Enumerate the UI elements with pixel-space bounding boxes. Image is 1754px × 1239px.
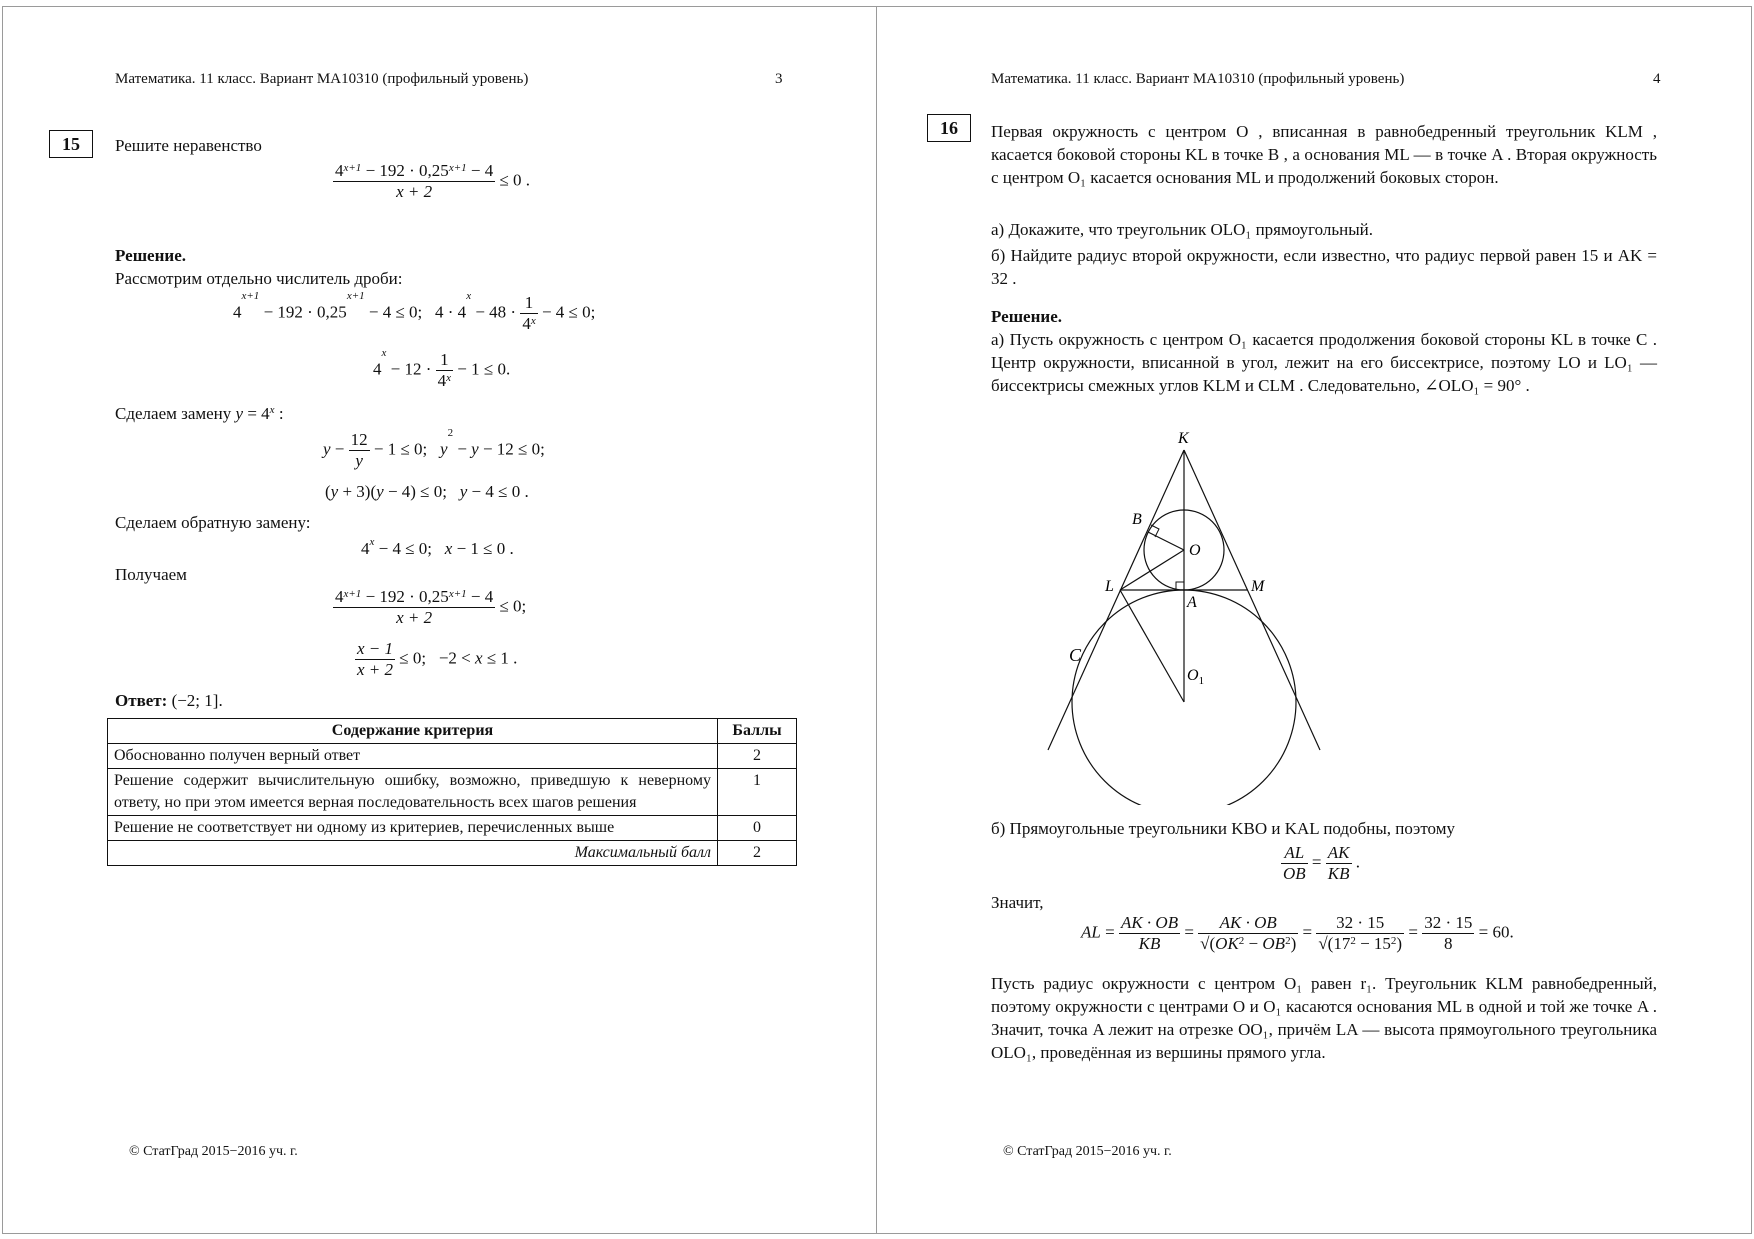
solution-step-1-math-c: $4^x - 12$ · $\frac{1}{4^x}$ − 1 ≤ 0. (373, 347, 511, 390)
problem-15-inequality: $\frac{4^{x+1} - 192 \cdot 0,25^{x+1} - 4}{x + 2}$ ≤ 0 . (335, 161, 531, 201)
page-left (2, 6, 878, 1234)
ratio-formula: $\frac{AL}{OB}$ = $\frac{AK}{KB}$ . (1283, 843, 1360, 883)
problem-number-16: 16 (927, 114, 971, 142)
segment-lo1 (1120, 590, 1184, 702)
criteria-text: Решение не соответствует ни одному из критериев, перечисленных выше (108, 816, 718, 841)
problem-16-statement: Первая окружность с центром O , вписанная в равнобедренный треугольник KLM , касается боковой стороны KL в точке B , а основания ML — в точке A . Вторая окружность с центром O₁ касается основания ML и продолжений боковых сторон. (991, 122, 1657, 187)
page-number-left: 3 (775, 71, 783, 87)
page-right (876, 6, 1752, 1234)
criteria-max-label: Максимальный балл (108, 841, 718, 866)
criteria-header-points: Баллы (718, 719, 797, 744)
criteria-text: Решение содержит вычислительную ошибку, возможно, приведшую к неверному ответу, но при этом имеется верная последовательность всех шагов решения (108, 769, 718, 816)
solution-step-2-math-a: y − $\frac{12}{y}$ − 1 ≤ 0; $y^2 - y - 12 \le 0$; (323, 427, 545, 470)
substitution-lead: Сделаем замену (115, 404, 232, 423)
footer-copyright-right: © СтатГрад 2015−2016 уч. г. (1003, 1144, 1172, 1159)
criteria-text: Обоснованно получен верный ответ (108, 744, 718, 769)
criteria-row (108, 769, 797, 816)
label-l: L (1105, 578, 1114, 595)
running-header-right: Математика. 11 класс. Вариант МА10310 (профильный уровень) (991, 71, 1405, 87)
label-k: K (1178, 430, 1189, 447)
label-o1-main: O (1187, 667, 1199, 684)
label-a: A (1187, 594, 1197, 611)
solution-step-1-text: Рассмотрим отдельно числитель дроби: (115, 269, 403, 288)
solution-step-4-text: Получаем (115, 565, 187, 584)
problem-number-15: 15 (49, 130, 93, 158)
criteria-max-points: 2 (718, 841, 797, 866)
solution-heading-16: Решение. (991, 307, 1062, 326)
solution-step-1-math-a: $4^{x+1} - 192 \cdot 0,25^{x+1} - 4 \le 0$; $4 \cdot 4^x - 48$ · $\frac{1}{4^x}$ − 4 ≤ 0; (233, 290, 596, 333)
answer-label: Ответ: (115, 691, 168, 710)
solution-step-2-text: Сделаем замену $y = 4^x$ : (115, 404, 284, 423)
line-km-extended (1184, 450, 1320, 750)
answer-value: (−2; 1]. (171, 691, 223, 710)
criteria-table-15 (107, 718, 797, 866)
solution-step-2-math-b: (y + 3)(y − 4) ≤ 0; y − 4 ≤ 0 . (325, 482, 529, 501)
label-o1-sub: 1 (1198, 675, 1205, 687)
answer-15 (115, 689, 223, 712)
solution-step-4-math-b: $\frac{x - 1}{x + 2}$ ≤ 0; −2 < x ≤ 1 . (357, 639, 518, 679)
running-header-left: Математика. 11 класс. Вариант МА10310 (профильный уровень) (115, 71, 529, 87)
al-formula: AL = $\frac{AK \cdot OB}{KB}$ = $\frac{AK \cdot OB}{√(OK^2 - OB^2)}$ = $\frac{32 \cdot 15}{√(17^2 - 15^2)}$ = $\frac{32 \cdot 15}{8}$ = 60. (1081, 913, 1514, 953)
criteria-points: 1 (718, 769, 797, 816)
solution-step-3-text: Сделаем обратную замену: (115, 513, 311, 532)
solution-step-4-math-a: $\frac{4^{x+1} - 192 \cdot 0,25^{x+1} - 4}{x + 2}$ ≤ 0; (335, 587, 527, 627)
right-angle-mark-a (1176, 582, 1184, 590)
therefore-label: Значит, (991, 893, 1044, 912)
criteria-row (108, 744, 797, 769)
criteria-max-row (108, 841, 797, 866)
solution-16-b-intro: б) Прямоугольные треугольники KBO и KAL подобны, поэтому (991, 819, 1455, 838)
problem-16-part-b: б) Найдите радиус второй окружности, если известно, что радиус первой равен 15 и AK = 32 . (991, 246, 1657, 288)
line-kl-extended (1048, 450, 1184, 750)
label-o: O (1189, 542, 1201, 559)
label-c: C (1069, 645, 1082, 665)
footer-copyright-left: © СтатГрад 2015−2016 уч. г. (129, 1144, 298, 1159)
label-b: B (1132, 511, 1142, 528)
problem-16-part-a: а) Докажите, что треугольник OLO₁ прямоугольный. (991, 220, 1374, 239)
criteria-row (108, 816, 797, 841)
solution-step-3-math: $4^x - 4 \le 0$; x − 1 ≤ 0 . (361, 536, 514, 558)
geometry-figure (1037, 425, 1357, 805)
criteria-header-content: Содержание критерия (108, 719, 718, 744)
solution-16-b-rest: Пусть радиус окружности с центром O₁ равен r₁. Треугольник KLM равнобедренный, поэтому окружности с центрами O и O₁ касаются основания ML в одной и той же точке A . Значит, точка A лежит на отрезке OO₁, причём LA — высота прямоугольного треугольника OLO₁, проведённая из вершины прямого угла. (991, 974, 1657, 1062)
label-o1 (1187, 667, 1204, 687)
solution-16-a: а) Пусть окружность с центром O₁ касается продолжения боковой стороны KL в точке C . Центр окружности, вписанной в угол, лежит на его биссектрисе, поэтому LO и LO₁ — биссектрисы смежных углов KLM и CLM . Следовательно, ∠OLO₁ = 90° . (991, 330, 1658, 395)
label-m: M (1251, 578, 1265, 595)
criteria-points: 0 (718, 816, 797, 841)
segment-bo (1148, 532, 1184, 550)
problem-15-statement: Решите неравенство (115, 136, 262, 155)
criteria-header-row (108, 719, 797, 744)
page-number-right: 4 (1653, 71, 1661, 87)
criteria-points: 2 (718, 744, 797, 769)
solution-heading-15: Решение. (115, 246, 186, 265)
